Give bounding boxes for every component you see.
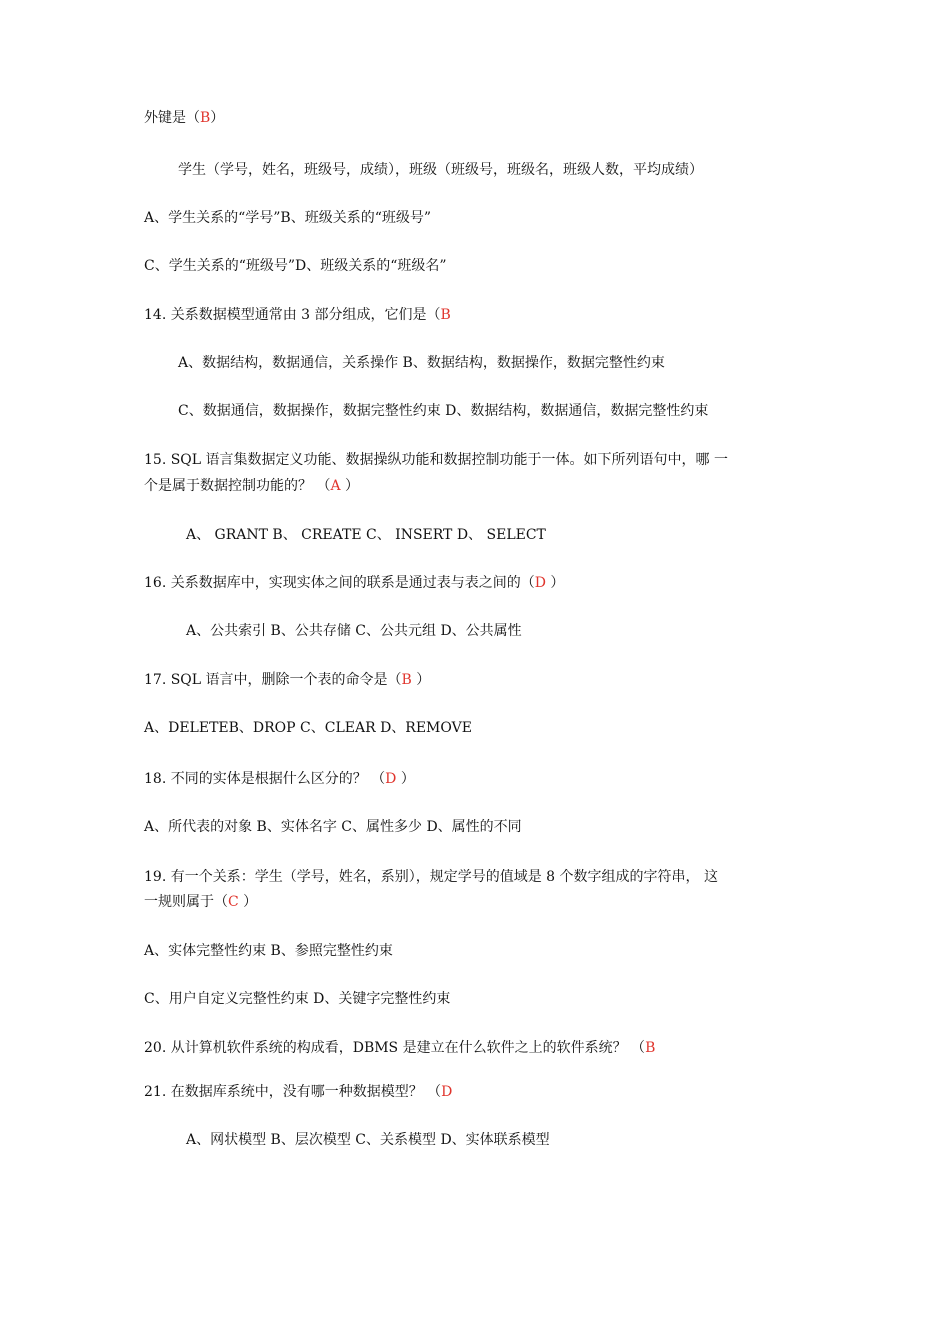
question-21-options: A、网状模型 B、层次模型 C、关系模型 D、实体联系模型 — [186, 1132, 550, 1148]
question-text: ） — [210, 110, 225, 126]
question-text: 21. 在数据库系统中，没有哪一种数据模型？ （ — [144, 1084, 442, 1100]
question-13-options-cd: C、学生关系的“班级号”D、班级关系的“班级名” — [144, 258, 447, 274]
question-15-options: A、 GRANT B、 CREATE C、 INSERT D、 SELECT — [186, 527, 546, 543]
question-17-stem — [144, 670, 430, 690]
question-text: ） — [411, 672, 431, 688]
answer-mark: B — [200, 110, 211, 126]
question-13-stem — [144, 108, 224, 128]
question-17-options: A、DELETEB、DROP C、CLEAR D、REMOVE — [144, 720, 472, 736]
answer-mark: D — [534, 575, 546, 591]
question-text: 14. 关系数据模型通常由 3 部分组成，它们是（ — [144, 307, 441, 323]
answer-mark: D — [441, 1084, 453, 1100]
question-20-stem — [144, 1038, 655, 1058]
question-16-options: A、公共索引 B、公共存储 C、公共元组 D、公共属性 — [186, 623, 522, 639]
question-21-stem — [144, 1082, 452, 1102]
answer-mark: C — [228, 894, 239, 910]
question-text: 17. SQL 语言中，删除一个表的命令是（ — [144, 672, 402, 688]
question-15-stem-line2 — [144, 476, 359, 496]
answer-mark: B — [401, 672, 412, 688]
question-14-options-ab: A、数据结构，数据通信，关系操作 B、数据结构，数据操作，数据完整性约束 — [178, 355, 665, 371]
question-16-stem — [144, 573, 564, 593]
question-18-stem — [144, 769, 415, 789]
question-text: 外键是（ — [144, 110, 200, 126]
question-text: ） — [238, 894, 258, 910]
question-text: 一规则属于（ — [144, 894, 228, 910]
question-text: 个是属于数据控制功能的？ （ — [144, 478, 331, 494]
question-text: ） — [545, 575, 565, 591]
answer-mark: A — [330, 478, 341, 494]
question-text: 16. 关系数据库中，实现实体之间的联系是通过表与表之间的（ — [144, 575, 535, 591]
question-19-stem-line1: 19. 有一个关系：学生（学号，姓名，系别），规定学号的值域是 8 个数字组成的字符串， 这 — [144, 869, 718, 885]
question-14-stem — [144, 305, 451, 325]
question-19-options-cd: C、用户自定义完整性约束 D、关键字完整性约束 — [144, 991, 451, 1007]
question-19-stem-line2 — [144, 892, 257, 912]
question-text: ） — [340, 478, 360, 494]
question-14-options-cd: C、数据通信，数据操作，数据完整性约束 D、数据结构，数据通信，数据完整性约束 — [178, 403, 709, 419]
question-19-options-ab: A、实体完整性约束 B、参照完整性约束 — [144, 943, 393, 959]
question-15-stem-line1: 15. SQL 语言集数据定义功能、数据操纵功能和数据控制功能于一体。如下所列语句中，哪 一 — [144, 452, 728, 468]
answer-mark: D — [385, 771, 397, 787]
answer-mark: B — [440, 307, 451, 323]
question-text: 20. 从计算机软件系统的构成看，DBMS 是建立在什么软件之上的软件系统？ （ — [144, 1040, 646, 1056]
question-text: ） — [396, 771, 415, 787]
question-13-options-ab: A、学生关系的“学号”B、班级关系的“班级号” — [144, 210, 432, 226]
answer-mark: B — [645, 1040, 656, 1056]
question-18-options: A、所代表的对象 B、实体名字 C、属性多少 D、属性的不同 — [144, 819, 522, 835]
question-text: 18. 不同的实体是根据什么区分的？ （ — [144, 771, 386, 787]
question-13-schema: 学生（学号，姓名，班级号，成绩），班级（班级号，班级名，班级人数，平均成绩） — [178, 162, 703, 178]
